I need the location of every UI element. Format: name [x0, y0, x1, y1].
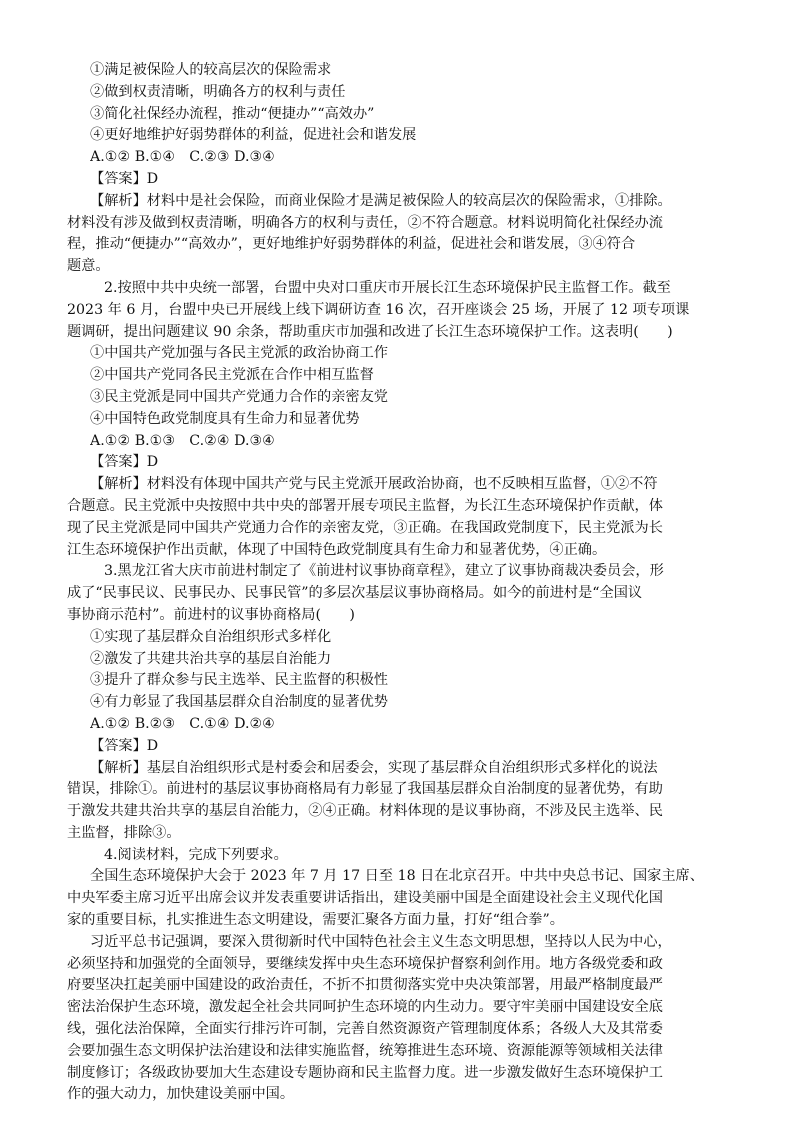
q2-analysis-line-3: 现了民主党派是同中国共产党通力合作的亲密友党，③正确。在我国政党制度下，民主党派为长: [67, 519, 663, 536]
q4-para2-line-6: 会要加强生态文明保护法治建设和法律实施监督，统筹推进生态环境、资源能源等领域相关法律: [67, 1042, 663, 1059]
q2-analysis-line-1: 【解析】材料没有体现中国共产党与民主党派开展政治协商，也不反映相互监督，①②不符: [90, 476, 658, 493]
q3-stem-line-1: 3.黑龙江省大庆市前进村制定了《前进村议事协商章程》，建立了议事协商裁决委员会，形: [104, 563, 664, 580]
q4-para2-line-1: 习近平总书记强调，要深入贯彻新时代中国特色社会主义生态文明思想，坚持以人民为中心，: [90, 933, 672, 950]
q3-option-1: ①实现了基层群众自治组织形式多样化: [90, 628, 332, 645]
q2-option-3: ③民主党派是同中国共产党通力合作的亲密友党: [90, 388, 388, 405]
q4-para1-line-1: 全国生态环境保护大会于 2023 年 7 月 17 日至 18 日在北京召开。中共中央总书记、国家主席、: [90, 868, 704, 885]
question-4: [67, 845, 705, 1107]
question-3: [67, 561, 705, 844]
q3-option-2: ②激发了共建共治共享的基层自治能力: [90, 650, 332, 667]
q4-para2-line-2: 必须坚持和加强党的全面领导，要继续发挥中央生态环境保护督察利剑作用。地方各级党委和政: [67, 955, 663, 972]
q3-option-3: ③提升了群众参与民主选举、民主监督的积极性: [90, 672, 388, 689]
q4-para2-line-8: 作的强大动力，加快建设美丽中国。: [67, 1086, 295, 1103]
q3-stem-line-3: 事协商示范村”。前进村的议事协商格局( ): [67, 606, 355, 623]
q4-para1-line-2: 中央军委主席习近平出席会议并发表重要讲话指出，建设美丽中国是全面建设社会主义现代化国: [67, 890, 663, 907]
q1-analysis-line-1: 【解析】材料中是社会保险，而商业保险才是满足被保险人的较高层次的保险需求，①排除。: [90, 192, 672, 209]
q1-option-4: ④更好地维护好弱势群体的利益，促进社会和谐发展: [90, 127, 417, 144]
q3-analysis-line-1: 【解析】基层自治组织形式是村委会和居委会，实现了基层群众自治组织形式多样化的说法: [90, 759, 658, 776]
q2-stem-line-2: 2023 年 6 月，台盟中央已开展线上线下调研访查 16 次，召开座谈会 25 场，开展了 12 项专项课: [67, 301, 690, 318]
question-2: [67, 278, 705, 561]
q1-answer: 【答案】D: [90, 170, 159, 187]
q2-analysis-line-2: 合题意。民主党派中央按照中共中央的部署开展专项民主监督，为长江生态环境保护作贡献，体: [67, 497, 663, 514]
q4-stem: 4.阅读材料，完成下列要求。: [104, 846, 288, 863]
q3-option-4: ④有力彰显了我国基层群众自治制度的显著优势: [90, 694, 388, 711]
q2-option-1: ①中国共产党加强与各民主党派的政治协商工作: [90, 345, 388, 362]
q1-option-1: ①满足被保险人的较高层次的保险需求: [90, 62, 332, 78]
q1-analysis-line-3: 程，推动“便捷办”“高效办”，更好地维护好弱势群体的利益，促进社会和谐发展，③④符合: [67, 236, 636, 253]
question-1: [67, 60, 705, 278]
q3-analysis-line-2: 错误，排除①。前进村的基层议事协商格局有力彰显了我国基层群众自治制度的显著优势，有助: [67, 781, 663, 798]
q1-analysis-line-4: 题意。: [67, 258, 110, 275]
q1-choices: A.①② B.①④ C.②③ D.③④: [90, 149, 275, 166]
q2-option-2: ②中国共产党同各民主党派在合作中相互监督: [90, 367, 374, 384]
q1-option-3: ③简化社保经办流程，推动“便捷办”“高效办”: [90, 105, 375, 122]
q3-analysis-line-4: 主监督，排除③。: [67, 824, 181, 841]
q2-option-4: ④中国特色政党制度具有生命力和显著优势: [90, 410, 360, 427]
q2-answer: 【答案】D: [90, 454, 159, 471]
q1-option-2: ②做到权责清晰，明确各方的权利与责任: [90, 83, 346, 100]
q3-choices: A.①② B.②③ C.①④ D.②④: [90, 715, 275, 732]
q4-para2-line-5: 线，强化法治保障，全面实行排污许可制，完善自然资源资产管理制度体系；各级人大及其常委: [67, 1021, 663, 1038]
q3-answer: 【答案】D: [90, 737, 159, 754]
q4-para2-line-7: 制度修订；各级政协要加大生态建设专题协商和民主监督力度。进一步激发做好生态环境保护工: [67, 1064, 663, 1081]
q3-analysis-line-3: 于激发共建共治共享的基层自治能力，②④正确。材料体现的是议事协商，不涉及民主选举、民: [67, 803, 663, 820]
q4-para1-line-3: 家的重要目标，扎实推进生态文明建设，需要汇聚各方面力量，打好“组合拳”。: [67, 912, 564, 929]
q2-analysis-line-4: 江生态环境保护作出贡献，体现了中国特色政党制度具有生命力和显著优势，④正确。: [67, 541, 607, 558]
q4-para2-line-3: 府要坚决扛起美丽中国建设的政治责任，不折不扣贯彻落实党中央决策部署，用最严格制度最严: [67, 977, 663, 994]
q2-stem-line-1: 2.按照中共中央统一部署，台盟中央对口重庆市开展长江生态环境保护民主监督工作。截至: [104, 279, 671, 296]
q2-stem-line-3: 题调研，提出问题建议 90 余条，帮助重庆市加强和改进了长江生态环境保护工作。这表明( ): [67, 323, 673, 340]
q1-analysis-line-2: 材料没有涉及做到权责清晰，明确各方的权利与责任，②不符合题意。材料说明简化社保经办流: [67, 214, 663, 231]
q3-stem-line-2: 成了“民事民议、民事民办、民事民管”的多层次基层议事协商格局。如今的前进村是“全国议: [67, 585, 643, 602]
q4-para2-line-4: 密法治保护生态环境，激发起全社会共同呵护生态环境的内生动力。要守牢美丽中国建设安全底: [67, 999, 663, 1016]
q2-choices: A.①② B.①③ C.②④ D.③④: [90, 432, 275, 449]
document-content: [67, 60, 705, 1106]
